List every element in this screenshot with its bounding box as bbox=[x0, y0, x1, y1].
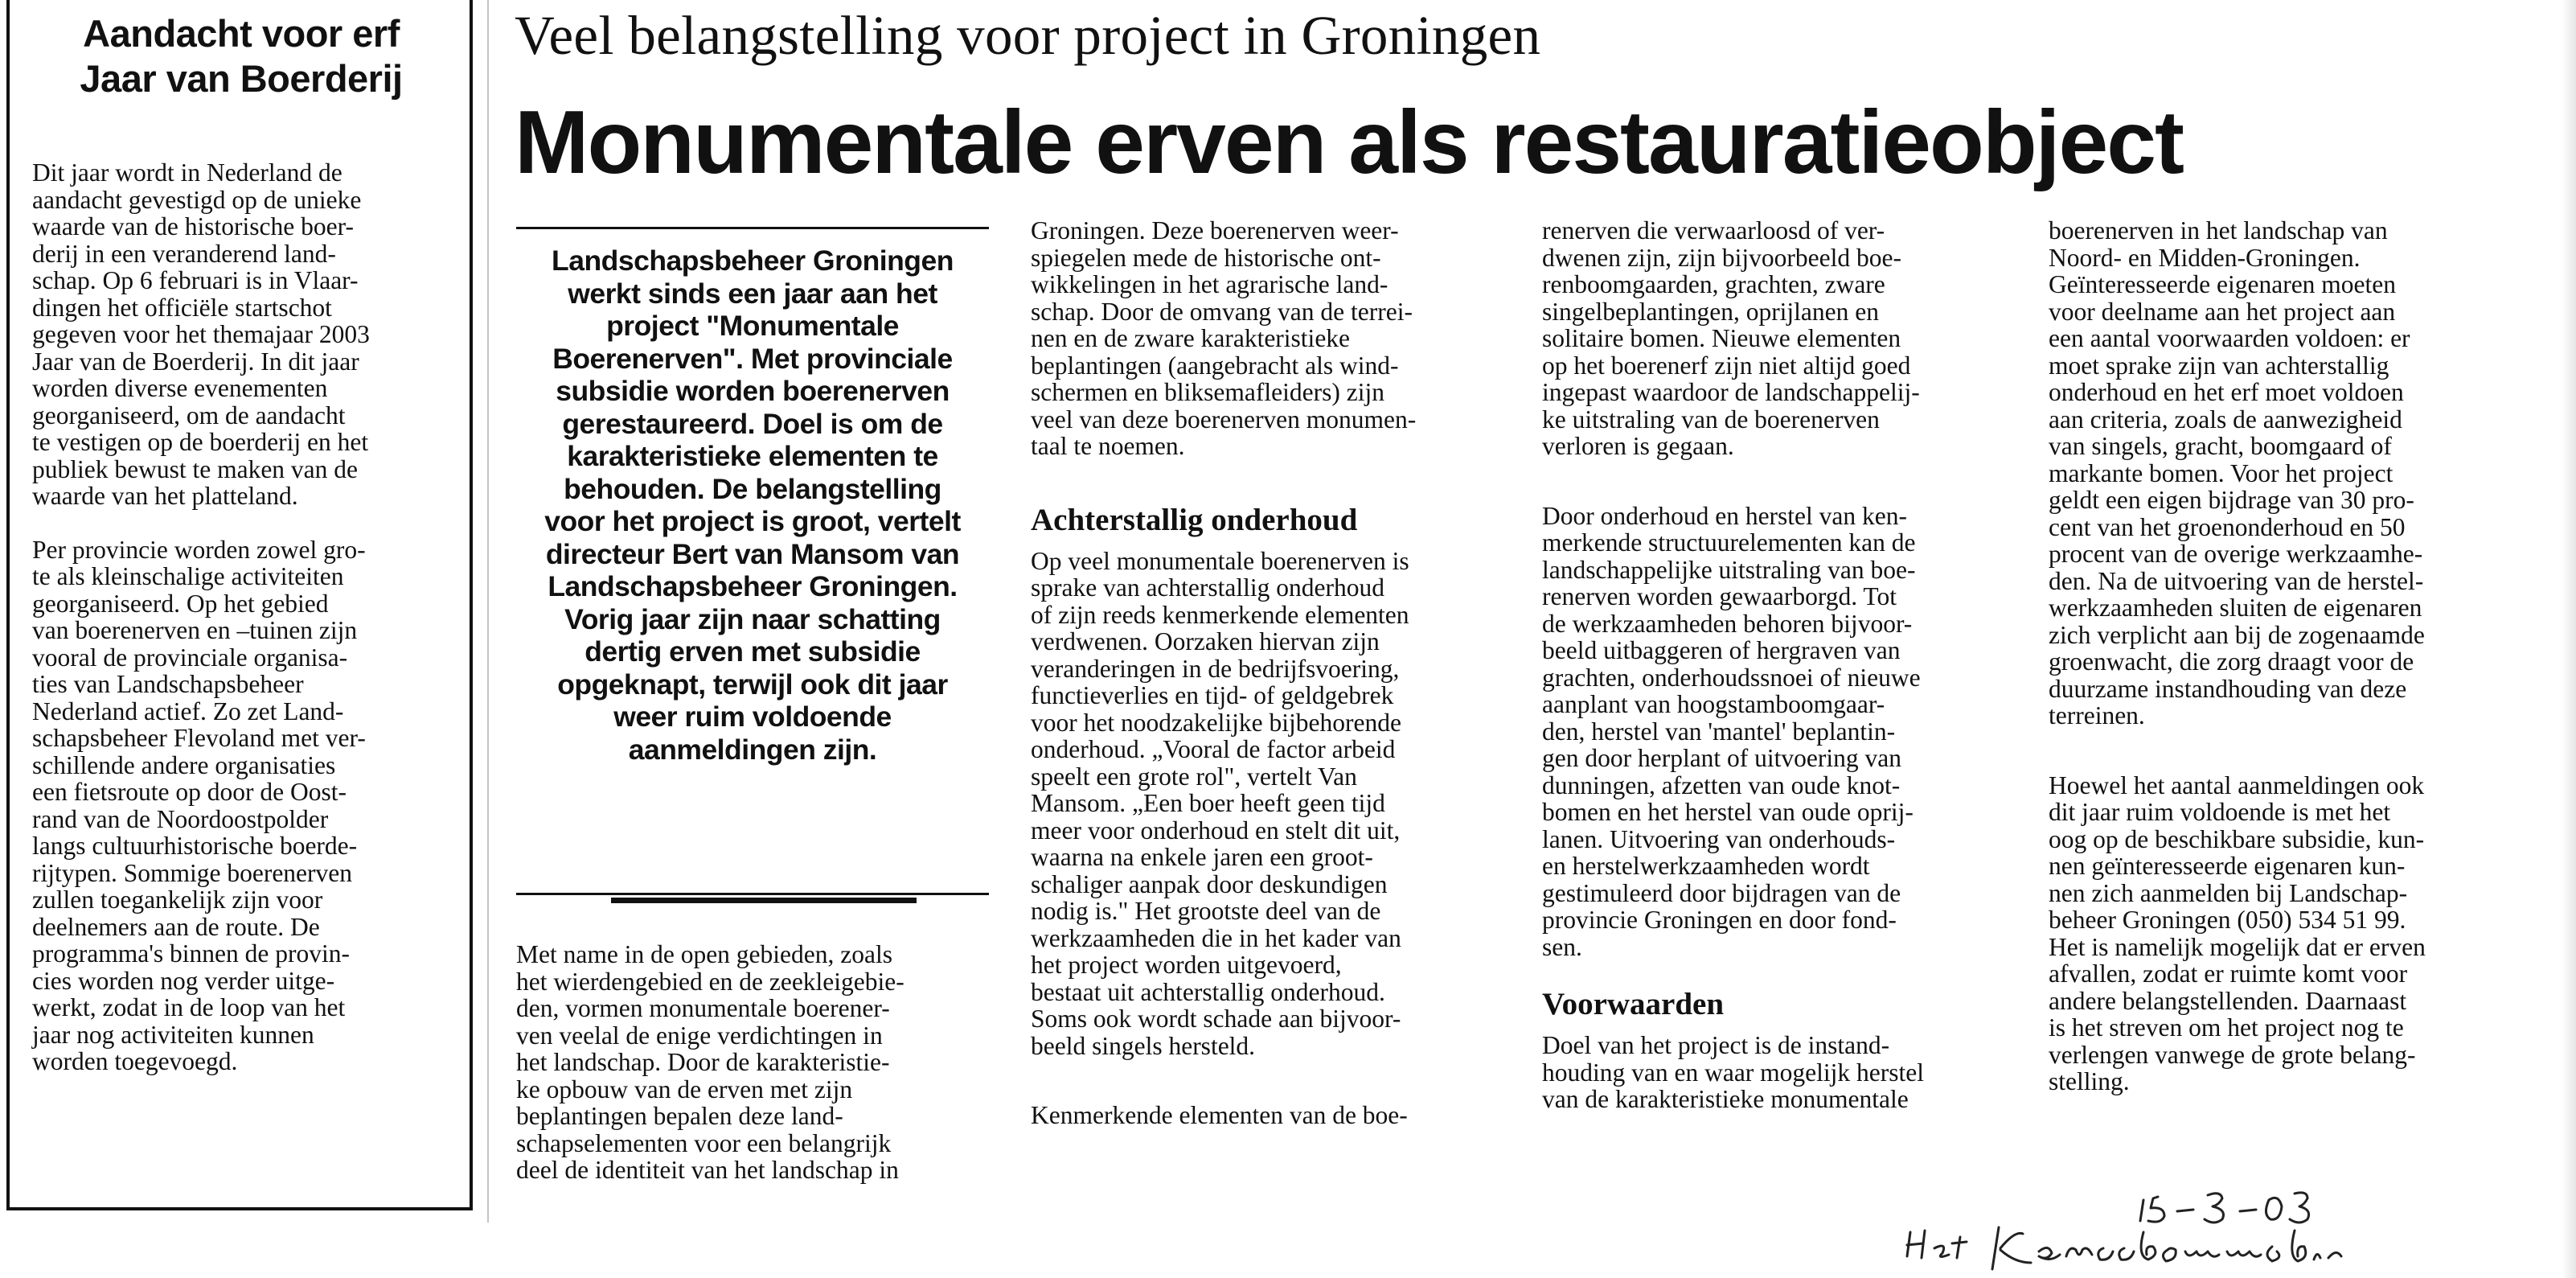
text-line: landschappelijke uitstraling van boe- bbox=[1542, 555, 1916, 584]
text-line: Boerenerven". Met provinciale bbox=[552, 342, 953, 375]
text-line: schapselementen voor een belangrijk bbox=[516, 1128, 892, 1157]
text-line: veel van deze boerenerven monumen- bbox=[1031, 405, 1417, 434]
text-line: markante bomen. Voor het project bbox=[2049, 458, 2393, 487]
text-line: Soms ook wordt schade aan bijvoor- bbox=[1031, 1005, 1401, 1033]
text-line: van boerenerven en –tuinen zijn bbox=[32, 616, 358, 644]
text-line: functieverlies en tijd- of geldgebrek bbox=[1031, 681, 1394, 709]
text-line: verlengen vanwege de grote belang- bbox=[2049, 1040, 2416, 1069]
text-line: Landschapsbeheer Groningen. bbox=[548, 570, 958, 602]
text-line: behouden. De belangstelling bbox=[564, 472, 941, 505]
text-line: voor deelname aan het project aan bbox=[2049, 297, 2396, 326]
text-line: publiek bewust te maken van de bbox=[32, 454, 359, 483]
text-line: merkende structuurelementen kan de bbox=[1542, 528, 1916, 557]
text-line: deel de identiteit van het landschap in bbox=[516, 1156, 899, 1184]
text-line: wikkelingen in het agrarische land- bbox=[1031, 270, 1388, 298]
text-line: werkzaamheden sluiten de eigenaren bbox=[2049, 594, 2422, 622]
body-paragraph bbox=[1031, 217, 1505, 460]
text-line: speelt een grote rol", vertelt Van bbox=[1031, 762, 1357, 791]
text-line: beeld singels hersteld. bbox=[1031, 1031, 1256, 1060]
text-line: Nederland actief. Zo zet Land- bbox=[32, 697, 344, 725]
text-line: spiegelen mede de historische ont- bbox=[1031, 243, 1381, 272]
text-line: Jaar van de Boerderij. In dit jaar bbox=[32, 347, 359, 376]
text-line: schillende andere organisaties bbox=[32, 750, 336, 779]
sidebar-title-line: Jaar van Boerderij bbox=[80, 57, 403, 100]
text-line: te als kleinschalige activiteiten bbox=[32, 562, 344, 590]
text-line: zich verplicht aan bij de zogenaamde bbox=[2049, 620, 2425, 649]
text-line: het wierdengebied en de zeekleigebie- bbox=[516, 967, 904, 996]
text-line: houding van en waar mogelijk herstel bbox=[1542, 1058, 1924, 1087]
text-line: aan criteria, zoals de aanwezigheid bbox=[2049, 405, 2402, 434]
text-line: solitaire bomen. Nieuwe elementen bbox=[1542, 324, 1901, 352]
text-line: aanplant van hoogstamboomgaar- bbox=[1542, 690, 1885, 718]
text-line: onderhoud en het erf moet voldoen bbox=[2049, 378, 2404, 406]
text-line: karakteristieke elementen te bbox=[567, 440, 938, 472]
text-line: is het streven om het project nog te bbox=[2049, 1013, 2404, 1042]
text-line: vooral de provinciale organisa- bbox=[32, 643, 348, 672]
body-paragraph bbox=[2049, 217, 2537, 729]
text-line: dertig erven met subsidie bbox=[585, 635, 921, 668]
article-headline: Monumentale erven als restauratieobject bbox=[515, 92, 2183, 192]
text-line: veranderingen in de bedrijfsvoering, bbox=[1031, 654, 1400, 683]
text-line: schapsbeheer Flevoland met ver- bbox=[32, 724, 366, 752]
text-line: verdwenen. Oorzaken hiervan zijn bbox=[1031, 627, 1380, 655]
body-paragraph bbox=[1542, 503, 2018, 961]
text-line: project "Monumentale bbox=[606, 310, 899, 342]
text-line: langs cultuurhistorische boerde- bbox=[32, 832, 358, 860]
text-line: bestaat uit achterstallig onderhoud. bbox=[1031, 977, 1385, 1006]
text-line: ingepast waardoor de landschappelij- bbox=[1542, 378, 1920, 406]
text-line: grachten, onderhoudssnoei of nieuwe bbox=[1542, 663, 1921, 692]
text-line: dit jaar ruim voldoende is met het bbox=[2049, 798, 2391, 826]
text-line: een fietsroute op door de Oost- bbox=[32, 778, 347, 806]
text-line: zullen toegankelijk zijn voor bbox=[32, 886, 323, 914]
text-line: geldt een eigen bijdrage van 30 pro- bbox=[2049, 486, 2414, 514]
text-line: schermen en bliksemafleiders) zijn bbox=[1031, 378, 1384, 406]
text-line: Mansom. „Een boer heeft geen tijd bbox=[1031, 789, 1385, 817]
article-column-3 bbox=[1542, 217, 2018, 1113]
text-line: Het is namelijk mogelijk dat er erven bbox=[2049, 932, 2426, 961]
text-line: georganiseerd. Op het gebied bbox=[32, 589, 329, 618]
text-line: de werkzaamheden behoren bijvoor- bbox=[1542, 609, 1913, 638]
text-line: georganiseerd, om de aandacht bbox=[32, 401, 346, 429]
text-line: beplantingen bepalen deze land- bbox=[516, 1102, 843, 1130]
body-paragraph bbox=[1031, 548, 1505, 1060]
text-line: nodig is." Het grootste deel van de bbox=[1031, 897, 1381, 925]
text-line: den, herstel van 'mantel' beplantin- bbox=[1542, 717, 1896, 746]
text-line: andere belangstellenden. Daarnaast bbox=[2049, 986, 2407, 1015]
text-line: renerven die verwaarloosd of ver- bbox=[1542, 216, 1885, 245]
text-line: worden toegevoegd. bbox=[32, 1047, 238, 1075]
text-line: dwenen zijn, zijn bijvoorbeeld boe- bbox=[1542, 243, 1901, 272]
text-line: ven veelal de enige verdichtingen in bbox=[516, 1021, 883, 1050]
intro-top-rule bbox=[516, 227, 989, 229]
text-line: beheer Groningen (050) 534 51 99. bbox=[2049, 906, 2406, 934]
sidebar-body bbox=[32, 159, 452, 1075]
text-line: waarna na enkele jaren een groot- bbox=[1031, 843, 1373, 871]
text-line: Doel van het project is de instand- bbox=[1542, 1031, 1890, 1059]
text-line: op het boerenerf zijn niet altijd goed bbox=[1542, 351, 1911, 380]
text-line: taal te noemen. bbox=[1031, 432, 1185, 460]
text-line: van singels, gracht, boomgaard of bbox=[2049, 432, 2392, 460]
text-line: deelnemers aan de route. De bbox=[32, 912, 320, 941]
text-line: Op veel monumentale boerenerven is bbox=[1031, 546, 1409, 575]
text-line: verloren is gegaan. bbox=[1542, 432, 1734, 460]
text-line: cies worden nog verder uitge- bbox=[32, 966, 335, 995]
text-line: Landschapsbeheer Groningen bbox=[552, 245, 954, 277]
text-line: te vestigen op de boerderij en het bbox=[32, 428, 369, 456]
text-line: renerven worden gewaarborgd. Tot bbox=[1542, 582, 1897, 610]
body-paragraph bbox=[1542, 217, 2018, 460]
text-line: nen geïnteresseerde eigenaren kun- bbox=[2049, 852, 2406, 880]
text-line: stelling. bbox=[2049, 1067, 2130, 1095]
article-column-1 bbox=[516, 941, 991, 1184]
handwritten-annotation bbox=[1902, 1182, 2570, 1275]
text-line: rijtypen. Sommige boerenerven bbox=[32, 858, 353, 887]
text-line: Groningen. Deze boerenerven weer- bbox=[1031, 216, 1399, 245]
text-line: afvallen, zodat er ruimte komt voor bbox=[2049, 960, 2408, 988]
article-kicker: Veel belangstelling voor project in Groningen bbox=[515, 5, 1541, 66]
text-line: bomen en het herstel van oude oprij- bbox=[1542, 798, 1914, 826]
text-line: schap. Op 6 februari is in Vlaar- bbox=[32, 266, 359, 294]
text-line: provincie Groningen en door fond- bbox=[1542, 906, 1897, 934]
text-line: nen zich aanmelden bij Landschap- bbox=[2049, 878, 2408, 907]
subheading: Achterstallig onderhoud bbox=[1031, 502, 1358, 537]
sidebar-title bbox=[32, 11, 450, 101]
sidebar-paragraph bbox=[32, 159, 452, 510]
text-line: schap. Door de omvang van de terrei- bbox=[1031, 297, 1413, 326]
text-line: onderhoud. „Vooral de factor arbeid bbox=[1031, 735, 1396, 763]
text-line: en herstelwerkzaamheden wordt bbox=[1542, 852, 1870, 880]
page-edge-shadow bbox=[2562, 0, 2576, 1278]
text-line: renboomgaarden, grachten, zware bbox=[1542, 270, 1885, 298]
text-line: programma's binnen de provin- bbox=[32, 939, 350, 968]
text-line: gegeven voor het themajaar 2003 bbox=[32, 320, 370, 348]
text-line: aanmeldingen zijn. bbox=[628, 733, 877, 766]
intro-bottom-bar bbox=[611, 898, 917, 903]
text-line: lanen. Uitvoering van onderhouds- bbox=[1542, 824, 1896, 853]
text-line: beeld uitbaggeren of hergraven van bbox=[1542, 636, 1901, 664]
text-line: Hoewel het aantal aanmeldingen ook bbox=[2049, 770, 2425, 799]
text-line: directeur Bert van Mansom van bbox=[545, 537, 960, 570]
body-paragraph bbox=[1542, 1032, 2018, 1113]
body-paragraph bbox=[516, 941, 991, 1184]
text-line: subsidie worden boerenerven bbox=[556, 375, 950, 407]
text-line: sen. bbox=[1542, 932, 1582, 961]
text-line: ke uitstraling van de boerenerven bbox=[1542, 405, 1880, 434]
text-line: het project worden uitgevoerd, bbox=[1031, 951, 1342, 979]
text-line: meer voor onderhoud en stelt dit uit, bbox=[1031, 816, 1401, 844]
text-line: singelbeplantingen, oprijlanen en bbox=[1542, 297, 1880, 326]
text-line: Met name in de open gebieden, zoals bbox=[516, 940, 892, 968]
text-line: rand van de Noordoostpolder bbox=[32, 804, 329, 833]
text-line: gestimuleerd door bijdragen van de bbox=[1542, 878, 1901, 907]
text-line: aandacht gevestigd op de unieke bbox=[32, 185, 362, 214]
text-line: Vorig jaar zijn naar schatting bbox=[564, 602, 941, 635]
text-line: gen door herplant of uitvoering van bbox=[1542, 744, 1901, 772]
text-line: dingen het officiële startschot bbox=[32, 293, 332, 322]
text-line: jaar nog activiteiten kunnen bbox=[32, 1020, 314, 1049]
text-line: terreinen. bbox=[2049, 701, 2145, 729]
sidebar-title-line: Aandacht voor erf bbox=[83, 12, 400, 55]
text-line: voor het project is groot, vertelt bbox=[544, 505, 961, 537]
text-line: oog op de beschikbare subsidie, kun- bbox=[2049, 824, 2425, 853]
text-line: het landschap. Door de karakteristie- bbox=[516, 1048, 890, 1076]
column-separator bbox=[487, 0, 489, 1223]
text-line: opgeknapt, terwijl ook dit jaar bbox=[557, 668, 948, 701]
text-line: beplantingen (aangebracht als wind- bbox=[1031, 351, 1399, 380]
text-line: sprake van achterstallig onderhoud bbox=[1031, 573, 1384, 602]
text-line: werkt sinds een jaar aan het bbox=[568, 277, 937, 310]
text-line: voor het noodzakelijke bijbehorende bbox=[1031, 708, 1401, 737]
text-line: moet sprake zijn van achterstallig bbox=[2049, 351, 2389, 380]
text-line: dunningen, afzetten van oude knot- bbox=[1542, 770, 1901, 799]
body-paragraph bbox=[1031, 1102, 1505, 1129]
text-line: werkzaamheden die in het kader van bbox=[1031, 923, 1401, 952]
text-line: ties van Landschapsbeheer bbox=[32, 670, 304, 698]
text-line: duurzame instandhouding van deze bbox=[2049, 674, 2407, 703]
text-line: groenwacht, die zorg draagt voor de bbox=[2049, 647, 2414, 676]
subheading: Voorwaarden bbox=[1542, 987, 1725, 1021]
text-line: gerestaureerd. Doel is om de bbox=[562, 407, 943, 440]
text-line: procent van de overige werkzaamhe- bbox=[2049, 540, 2423, 568]
text-line: boerenerven in het landschap van bbox=[2049, 216, 2388, 245]
text-line: Noord- en Midden-Groningen. bbox=[2049, 243, 2361, 272]
text-line: waarde van de historische boer- bbox=[32, 212, 354, 240]
body-paragraph bbox=[2049, 772, 2537, 1095]
text-line: of zijn reeds kenmerkende elementen bbox=[1031, 600, 1409, 629]
text-line: Door onderhoud en herstel van ken- bbox=[1542, 501, 1907, 530]
article-column-4 bbox=[2049, 217, 2537, 1095]
text-line: weer ruim voldoende bbox=[613, 701, 892, 733]
article-column-2 bbox=[1031, 217, 1505, 1129]
text-line: Geïnteresseerde eigenaren moeten bbox=[2049, 270, 2397, 298]
text-line: nen en de zware karakteristieke bbox=[1031, 324, 1351, 352]
text-line: Kenmerkende elementen van de boe- bbox=[1031, 1101, 1408, 1129]
text-line: cent van het groenonderhoud en 50 bbox=[2049, 512, 2406, 541]
sidebar-paragraph bbox=[32, 536, 452, 1075]
intro-bottom-rule bbox=[516, 893, 989, 895]
text-line: derij in een veranderend land- bbox=[32, 239, 336, 268]
text-line: waarde van het platteland. bbox=[32, 482, 298, 510]
text-line: een aantal voorwaarden voldoen: er bbox=[2049, 324, 2410, 352]
text-line: Per provincie worden zowel gro- bbox=[32, 535, 366, 564]
text-line: den. Na de uitvoering van de herstel- bbox=[2049, 566, 2424, 595]
article-intro bbox=[516, 245, 989, 766]
text-line: den, vormen monumentale boerener- bbox=[516, 994, 890, 1022]
text-line: schaliger aanpak door deskundigen bbox=[1031, 869, 1388, 898]
text-line: Dit jaar wordt in Nederland de bbox=[32, 158, 343, 187]
text-line: ke opbouw van de erven met zijn bbox=[516, 1075, 853, 1103]
text-line: van de karakteristieke monumentale bbox=[1542, 1085, 1909, 1113]
text-line: werkt, zodat in de loop van het bbox=[32, 993, 346, 1021]
text-line: worden diverse evenementen bbox=[32, 374, 328, 402]
